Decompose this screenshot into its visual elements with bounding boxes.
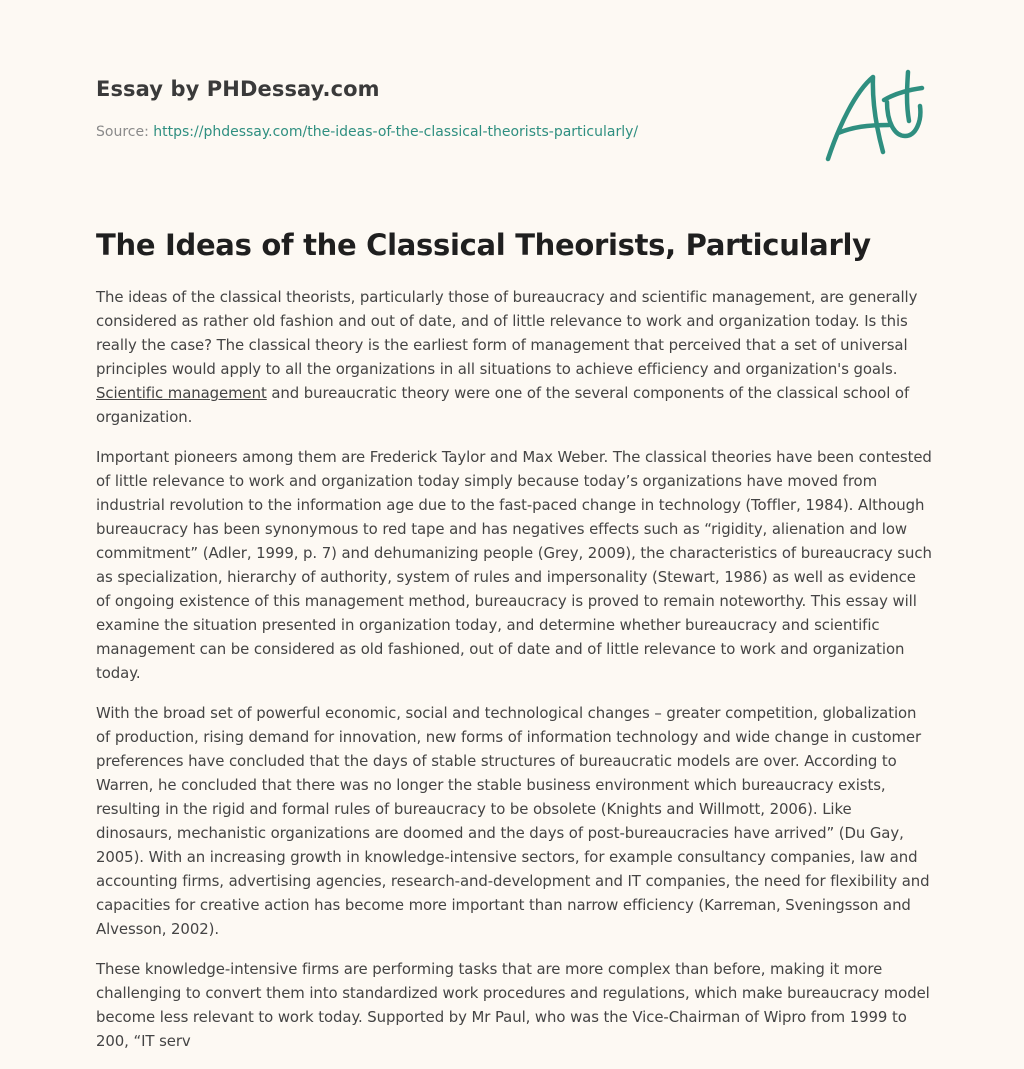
paragraph-text: and bureaucratic theory were one of the several components of the classical school of organization. (96, 384, 910, 426)
essay-paragraph: These knowledge-intensive firms are performing tasks that are more complex than before, making it more challenging to convert them into standardized work procedures and regulations, which make bureaucracy model become less relevant to work today. Supported by Mr Paul, who was the Vice-Chairman of Wipro from 1999 to 200, “IT serv (96, 960, 930, 1050)
paragraph-text: The ideas of the classical theorists, particularly those of bureaucracy and scientific management, are generally considered as rather old fashion and out of date, and of little relevance to work and organization today. Is this really the case? The classical theory is the earliest form of management that perceived that a set of universal principles would apply to all the organizations in all situations to achieve efficiency and organization's goals. (96, 288, 918, 378)
a-plus-logo-icon (824, 68, 928, 164)
essay-title: The Ideas of the Classical Theorists, Particularly (96, 228, 871, 262)
site-brand[interactable]: Essay by PHDessay.com (96, 77, 380, 101)
essay-page (96, 0, 932, 1068)
essay-paragraph: Important pioneers among them are Frederick Taylor and Max Weber. The classical theories have been contested of little relevance to work and organization today simply because today’s organizations have moved from industrial revolution to the information age due to the fast-paced change in technology (Toffler, 1984). Although bureaucracy has been synonymous to red tape and has negatives effects such as “rigidity, alienation and low commitment” (Adler, 1999, p. 7) and dehumanizing people (Grey, 2009), the characteristics of bureaucracy such as specialization, hierarchy of authority, system of rules and impersonality (Stewart, 1986) as well as evidence of ongoing existence of this management method, bureaucracy is proved to remain noteworthy. This essay will examine the situation presented in organization today, and determine whether bureaucracy and scientific management can be considered as old fashioned, out of date and of little relevance to work and organization today. (96, 448, 932, 682)
essay-body (96, 285, 932, 1069)
essay-paragraph (96, 285, 932, 429)
source-link[interactable]: https://phdessay.com/the-ideas-of-the-classical-theorists-particularly/ (153, 124, 639, 140)
scientific-management-link[interactable]: Scientific management (96, 384, 267, 402)
source-label: Source: (96, 124, 154, 140)
essay-paragraph: With the broad set of powerful economic, social and technological changes – greater competition, globalization of production, rising demand for innovation, new forms of information technology and wide change in customer preferences have concluded that the days of stable structures of bureaucratic models are over. According to Warren, he concluded that there was no longer the stable business environment which bureaucracy exists, resulting in the rigid and formal rules of bureaucracy to be obsolete (Knights and Willmott, 2006). Like dinosaurs, mechanistic organizations are doomed and the days of post-bureaucracies have arrived” (Du Gay, 2005). With an increasing growth in knowledge-intensive sectors, for example consultancy companies, law and accounting firms, advertising agencies, research-and-development and IT companies, the need for flexibility and capacities for creative action has become more important than narrow efficiency (Karreman, Sveningsson and Alvesson, 2002). (96, 704, 930, 938)
source-line (96, 124, 638, 140)
